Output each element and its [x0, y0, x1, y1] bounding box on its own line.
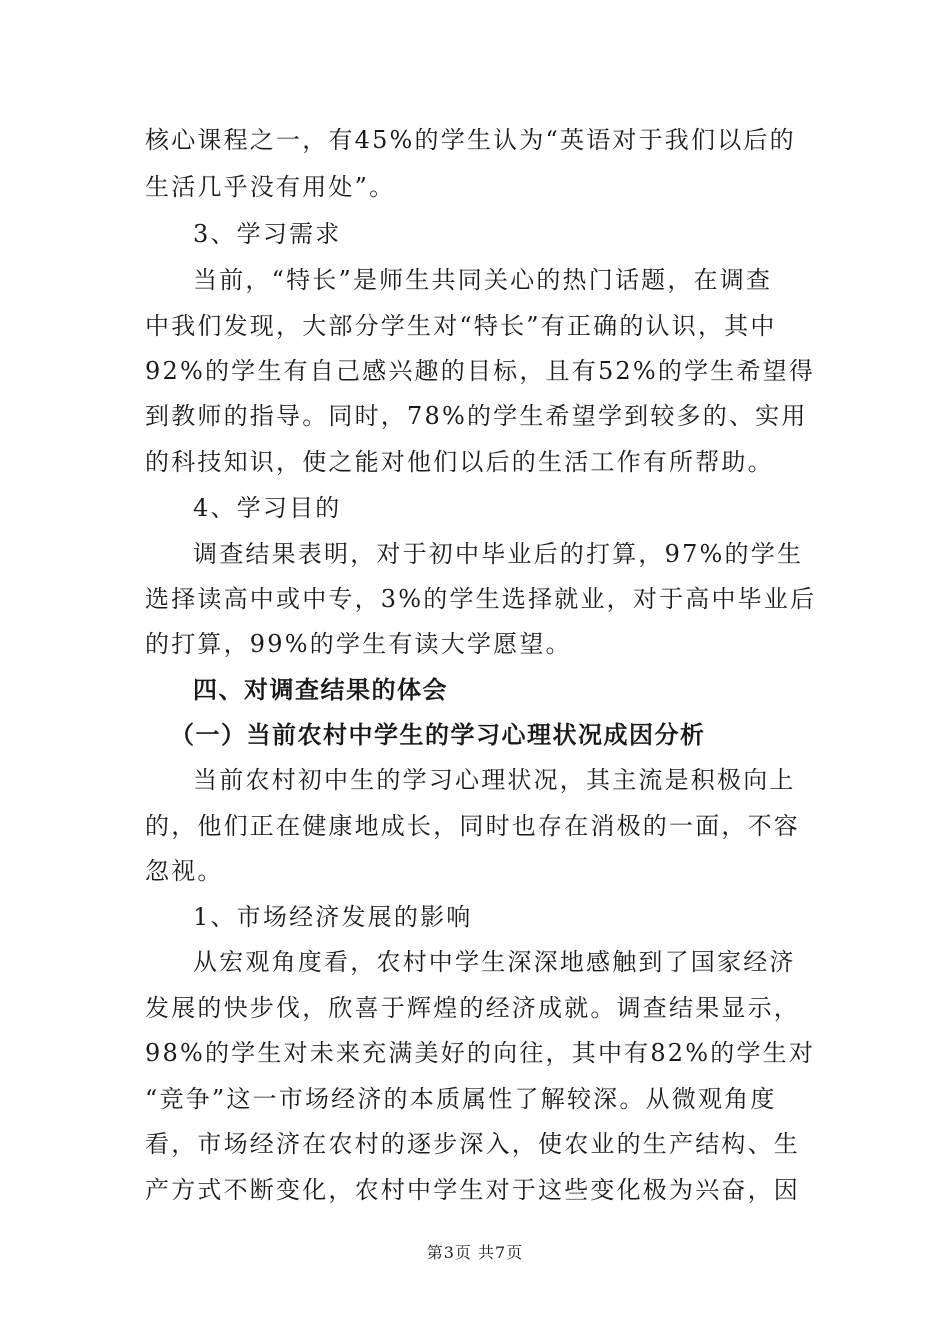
page-number-footer: 第3页 共7页 [426, 1243, 524, 1262]
paragraph-first-line: 当前农村初中生的学习心理状况，其主流是积极向上 [193, 766, 796, 794]
paragraph-first-line: 从宏观角度看，农村中学生深深地感触到了国家经济 [193, 948, 796, 976]
body-text-line: 92%的学生有自己感兴趣的目标，且有52%的学生希望得 [145, 357, 816, 385]
body-text-line: 产方式不断变化，农村中学生对于这些变化极为兴奋，因 [145, 1176, 800, 1204]
body-text-line: 忽视。 [145, 857, 224, 885]
body-text-line: 发展的快步伐，欣喜于辉煌的经济成就。调查结果显示， [145, 994, 800, 1022]
body-text-line: 选择读高中或中专，3%的学生选择就业，对于高中毕业后 [145, 585, 817, 613]
body-text-line: 的科技知识，使之能对他们以后的生活工作有所帮助。 [145, 448, 774, 476]
body-text-line: 98%的学生对未来充满美好的向往，其中有82%的学生对 [145, 1039, 816, 1067]
body-text-line: 的打算，99%的学生有读大学愿望。 [145, 630, 572, 658]
subsection-heading: 1、市场经济发展的影响 [193, 903, 473, 931]
body-text-line: 中我们发现，大部分学生对“特长”有正确的认识，其中 [145, 312, 777, 340]
body-text-line: 的，他们正在健康地成长，同时也存在消极的一面，不容 [145, 812, 800, 840]
body-text-line: 生活几乎没有用处”。 [145, 173, 396, 201]
paragraph-first-line: 调查结果表明，对于初中毕业后的打算，97%的学生 [193, 540, 804, 568]
body-text-line: 看，市场经济在农村的逐步深入，使农业的生产结构、生 [145, 1130, 800, 1158]
body-text-line: “竞争”这一市场经济的本质属性了解较深。从微观角度 [145, 1085, 777, 1113]
subsection-heading-bold: （一）当前农村中学生的学习心理状况成因分析 [170, 721, 706, 749]
subsection-heading: 3、学习需求 [193, 220, 342, 248]
body-text-line: 核心课程之一，有45%的学生认为“英语对于我们以后的 [145, 126, 796, 154]
subsection-heading: 4、学习目的 [193, 494, 342, 522]
section-heading: 四、对调查结果的体会 [193, 676, 448, 704]
body-text-line: 到教师的指导。同时，78%的学生希望学到较多的、实用 [145, 402, 808, 430]
paragraph-first-line: 当前，“特长”是师生共同关心的热门话题，在调查 [193, 266, 773, 294]
